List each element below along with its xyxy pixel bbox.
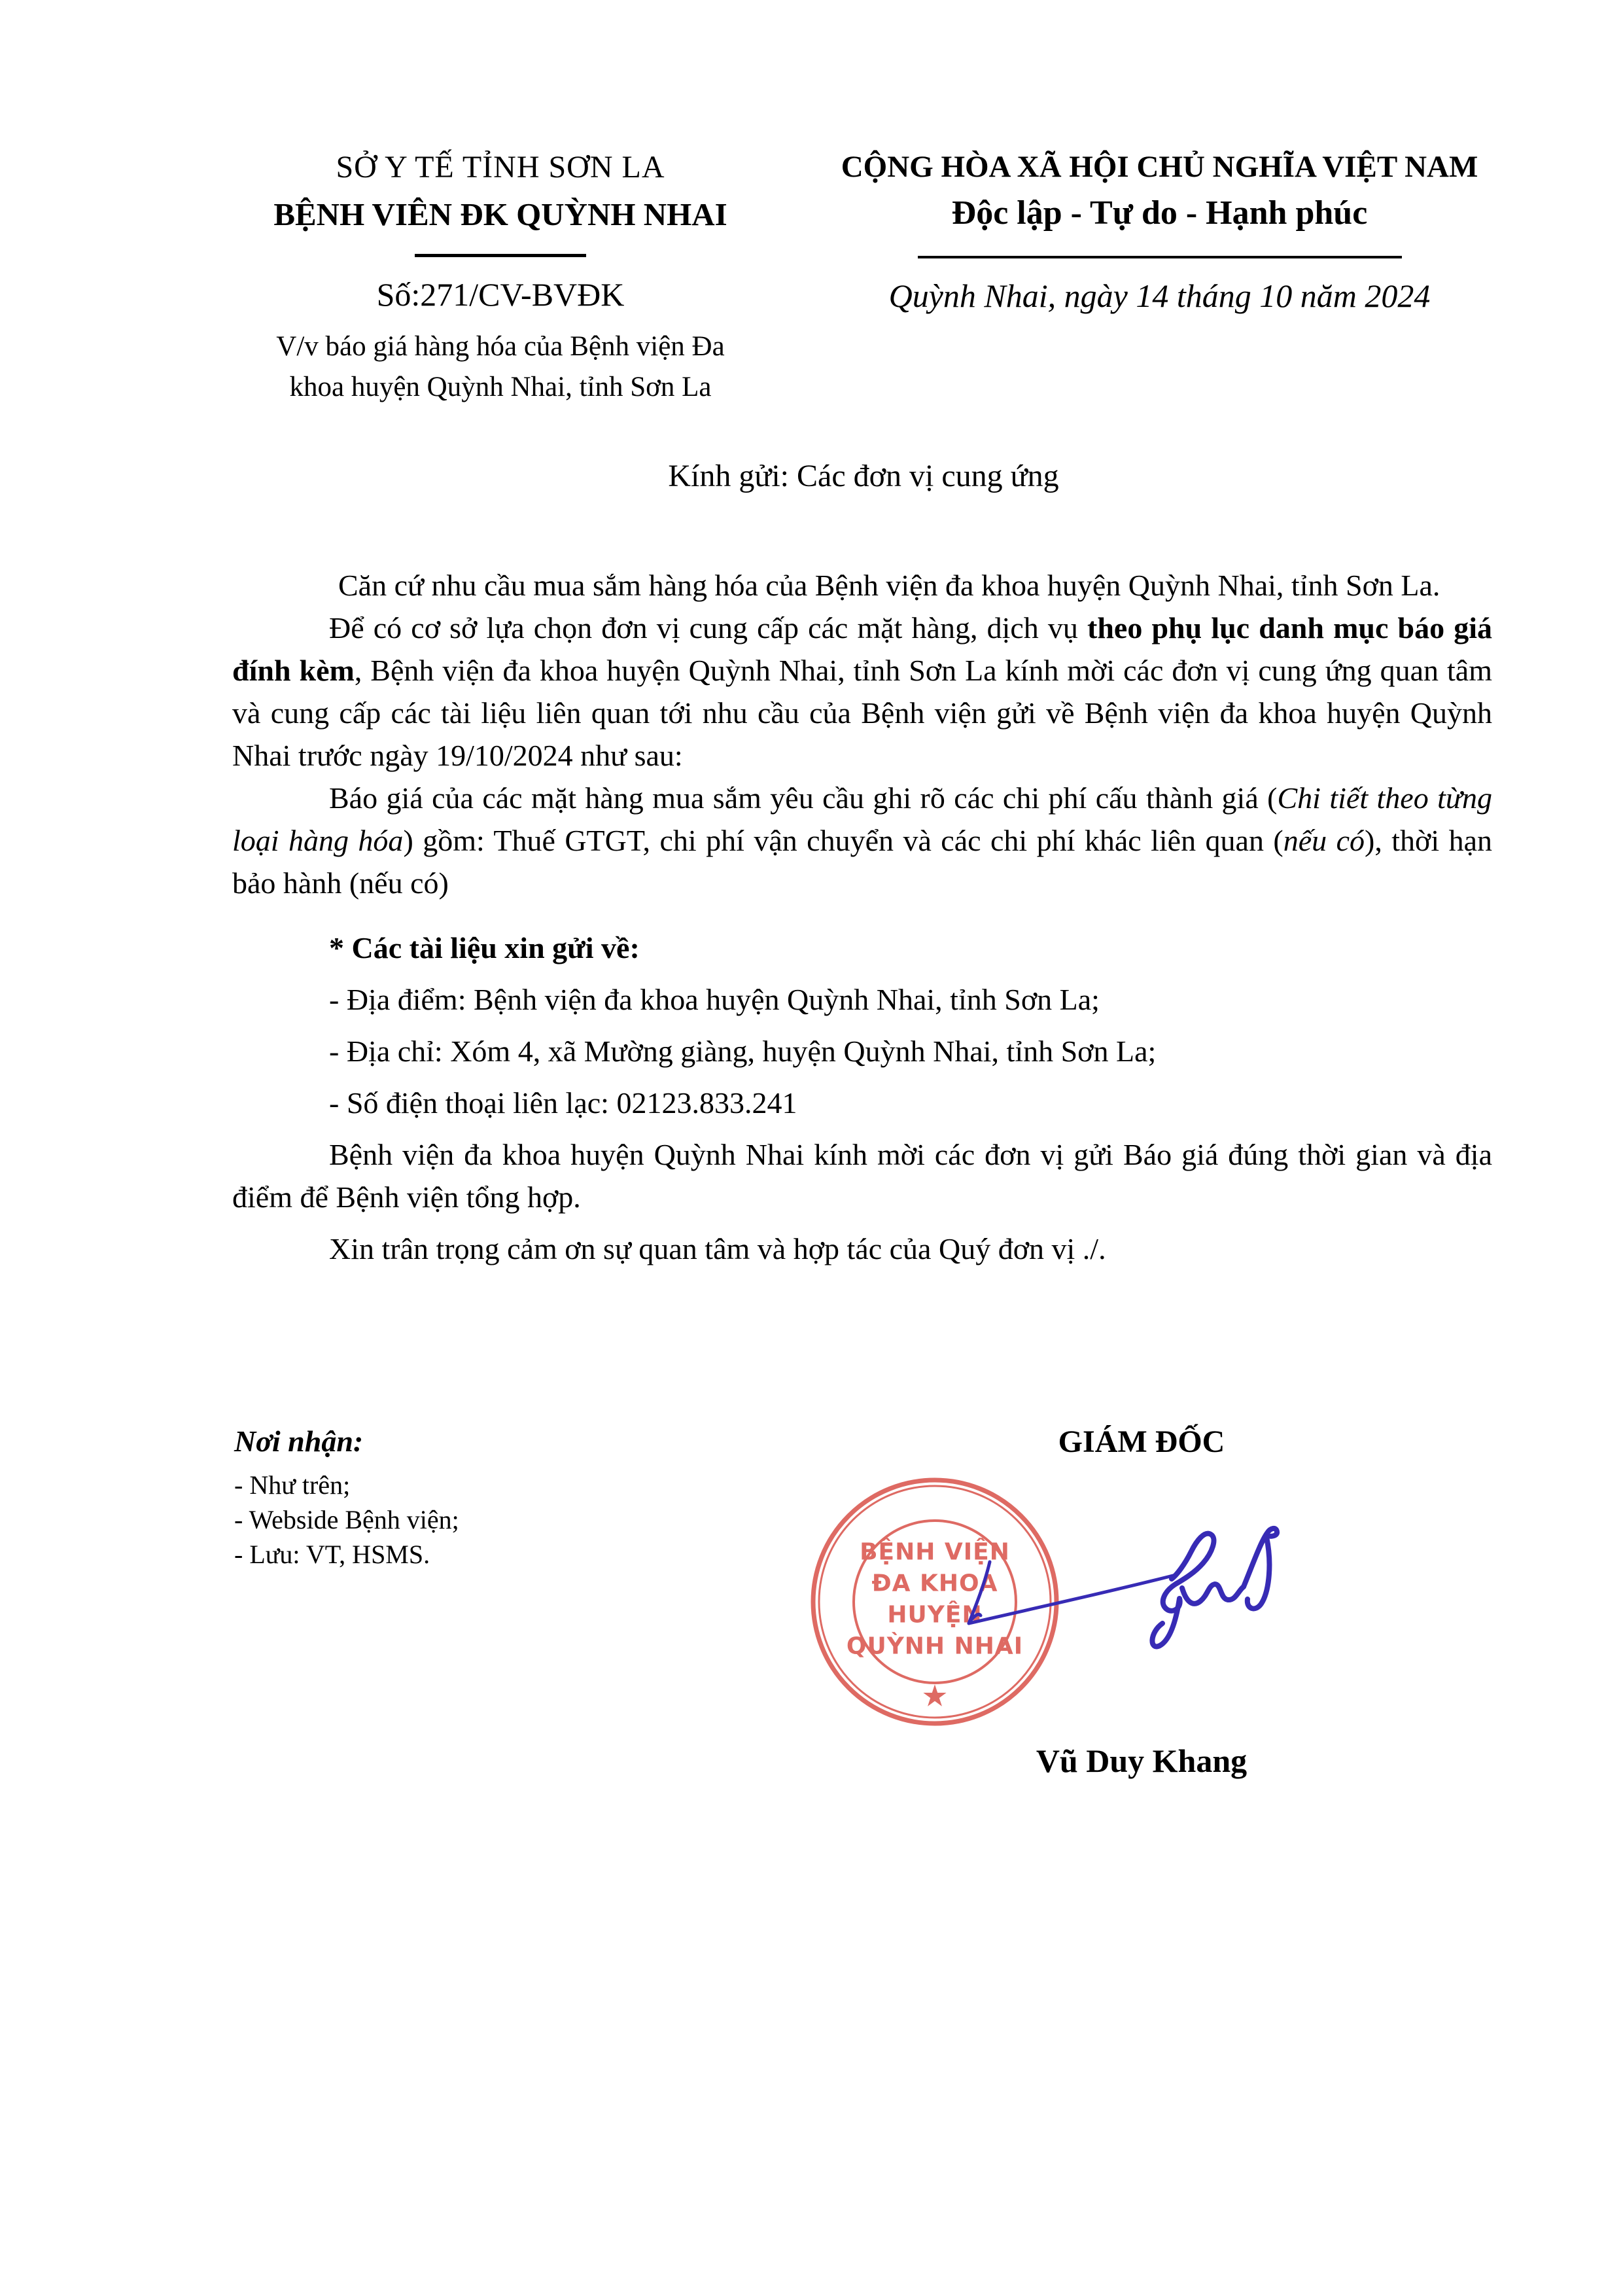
motto-divider-line	[918, 256, 1402, 258]
paragraph-invitation	[232, 607, 1492, 777]
documents-list-heading: * Các tài liệu xin gửi về:	[329, 931, 640, 964]
stamp-star-icon: ★	[921, 1679, 949, 1713]
salutation: Kính gửi: Các đơn vị cung ứng	[668, 459, 1059, 493]
stamp-center-line4: QUỲNH NHAI	[846, 1633, 1024, 1660]
p2-bold-run: theo phụ lục danh mục báo giá đính kèm	[232, 611, 1492, 687]
list-item-location: - Địa điểm: Bệnh viện đa khoa huyện Quỳnh Nhai, tỉnh Sơn La;	[329, 983, 1100, 1016]
director-signature	[913, 1502, 1318, 1698]
document-subject	[239, 327, 762, 408]
p2-run1: Để có cơ sở lựa chọn đơn vị cung cấp các mặt hàng, dịch vụ	[329, 611, 1088, 645]
paragraph-thanks: Xin trân trọng cảm ơn sự quan tâm và hợp tác của Quý đơn vị ./.	[329, 1232, 1106, 1265]
signer-name: Vũ Duy Khang	[1036, 1742, 1248, 1779]
place-date-line: Quỳnh Nhai, ngày 14 tháng 10 năm 2024	[888, 277, 1431, 314]
org-divider-line	[415, 254, 586, 257]
document-subject-line1: V/v báo giá hàng hóa của Bệnh viện Đa	[276, 331, 725, 362]
paragraph-quote-requirements	[232, 777, 1492, 904]
letter-body	[232, 564, 1492, 1270]
stamp-center-line3: HUYỆN	[887, 1601, 983, 1629]
p3-italic-run2: nếu có	[1283, 824, 1365, 857]
paragraph-deadline-reminder: Bệnh viện đa khoa huyện Quỳnh Nhai kính mời các đơn vị gửi Báo giá đúng thời gian và địa điểm để Bệnh viện tổng hợp.	[232, 1138, 1492, 1214]
stamp-center-line2: ĐA KHOA	[871, 1570, 998, 1597]
paragraph-basis: Căn cứ nhu cầu mua sắm hàng hóa của Bệnh viện đa khoa huyện Quỳnh Nhai, tỉnh Sơn La.	[338, 569, 1440, 602]
list-item-address: - Địa chỉ: Xóm 4, xã Mường giàng, huyện Quỳnh Nhai, tỉnh Sơn La;	[329, 1034, 1157, 1068]
org-name: BỆNH VIÊN ĐK QUỲNH NHAI	[273, 196, 727, 232]
signature-stroke-icon	[913, 1502, 1318, 1698]
recipient-item: - Lưu: VT, HSMS.	[234, 1540, 430, 1569]
p3-run3: ), thời hạn bảo hành (nếu có)	[232, 824, 1492, 900]
p3-run2: ) gồm: Thuế GTGT, chi phí vận chuyển và các chi phí khác liên quan (	[403, 824, 1283, 857]
recipient-item: - Webside Bệnh viện;	[234, 1505, 459, 1534]
document-number: Số:271/CV-BVĐK	[376, 276, 625, 313]
p2-run2: , Bệnh viện đa khoa huyện Quỳnh Nhai, tỉnh Sơn La kính mời các đơn vị cung ứng quan tâm và cung cấp các tài liệu liên quan tới nhu cầu của Bệnh viện gửi về Bệnh viện đa khoa huyện Quỳnh Nhai trước ngày 19/10/2024 như sau:	[232, 654, 1492, 772]
p3-run1: Báo giá của các mặt hàng mua sắm yêu cầu ghi rõ các chi phí cấu thành giá (	[329, 781, 1278, 815]
stamp-ring-text	[831, 1729, 1039, 1730]
country-name: CỘNG HÒA XÃ HỘI CHỦ NGHĨA VIỆT NAM	[841, 150, 1478, 184]
document-subject-line2: khoa huyện Quỳnh Nhai, tỉnh Sơn La	[289, 372, 712, 402]
national-header-block	[805, 149, 1514, 315]
issuing-org-block	[239, 149, 762, 408]
signer-title: GIÁM ĐỐC	[1058, 1424, 1225, 1459]
national-motto: Độc lập - Tự do - Hạnh phúc	[951, 194, 1368, 232]
stamp-center-line1: BỆNH VIỆN	[860, 1538, 1010, 1566]
recipient-item: - Như trên;	[234, 1470, 351, 1500]
recipients-heading: Nơi nhận:	[234, 1424, 364, 1458]
recipients-block	[234, 1424, 758, 1572]
p3-italic-run1: Chi tiết theo từng loại hàng hóa	[232, 781, 1492, 857]
org-parent-name: SỞ Y TẾ TỈNH SƠN LA	[336, 150, 665, 185]
list-item-phone: - Số điện thoại liên lạc: 02123.833.241	[329, 1086, 797, 1120]
